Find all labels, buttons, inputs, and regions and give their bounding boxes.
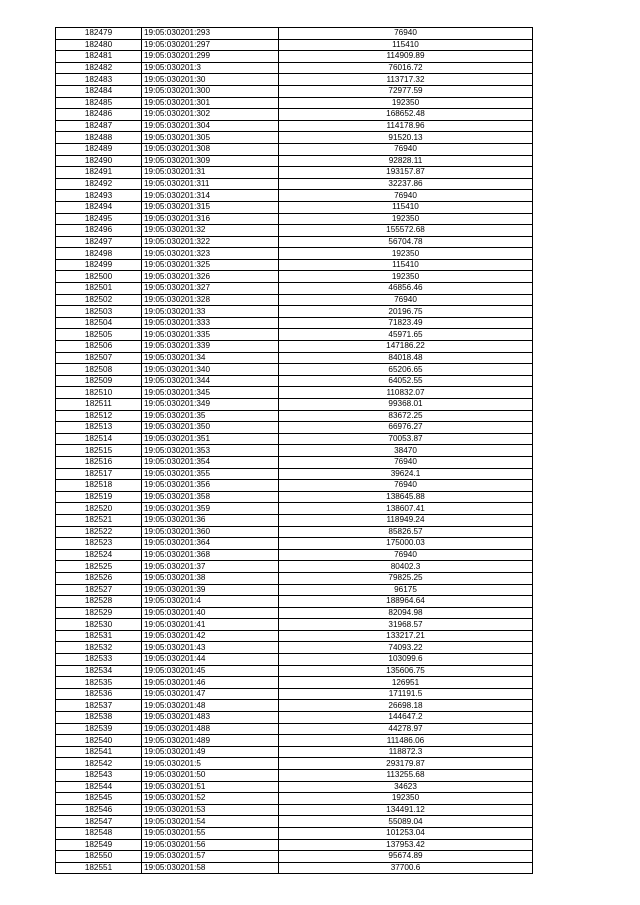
row-id-cell: 182491 xyxy=(56,167,142,179)
table-row xyxy=(56,827,533,839)
amount-cell: 79825.25 xyxy=(279,572,533,584)
table-row xyxy=(56,712,533,724)
amount-cell: 192350 xyxy=(279,271,533,283)
cadastral-number-cell: 19:05:030201:353 xyxy=(142,445,279,457)
amount-cell: 115410 xyxy=(279,39,533,51)
row-id-cell: 182484 xyxy=(56,85,142,97)
amount-cell: 55089.04 xyxy=(279,816,533,828)
row-id-cell: 182509 xyxy=(56,375,142,387)
table-row xyxy=(56,248,533,260)
table-row xyxy=(56,607,533,619)
cadastral-number-cell: 19:05:030201:309 xyxy=(142,155,279,167)
amount-cell: 70053.87 xyxy=(279,433,533,445)
cadastral-number-cell: 19:05:030201:304 xyxy=(142,120,279,132)
cadastral-number-cell: 19:05:030201:325 xyxy=(142,259,279,271)
table-row xyxy=(56,85,533,97)
amount-cell: 168652.48 xyxy=(279,109,533,121)
amount-cell: 76940 xyxy=(279,143,533,155)
row-id-cell: 182482 xyxy=(56,62,142,74)
row-id-cell: 182518 xyxy=(56,480,142,492)
cadastral-number-cell: 19:05:030201:311 xyxy=(142,178,279,190)
data-table xyxy=(55,27,533,874)
cadastral-number-cell: 19:05:030201:364 xyxy=(142,538,279,550)
amount-cell: 46856.46 xyxy=(279,283,533,295)
amount-cell: 126951 xyxy=(279,677,533,689)
cadastral-number-cell: 19:05:030201:5 xyxy=(142,758,279,770)
table-row xyxy=(56,109,533,121)
amount-cell: 192350 xyxy=(279,793,533,805)
row-id-cell: 182544 xyxy=(56,781,142,793)
amount-cell: 56704.78 xyxy=(279,236,533,248)
row-id-cell: 182530 xyxy=(56,619,142,631)
table-row xyxy=(56,213,533,225)
table-row xyxy=(56,225,533,237)
amount-cell: 91520.13 xyxy=(279,132,533,144)
row-id-cell: 182499 xyxy=(56,259,142,271)
amount-cell: 147186.22 xyxy=(279,341,533,353)
amount-cell: 192350 xyxy=(279,248,533,260)
cadastral-number-cell: 19:05:030201:316 xyxy=(142,213,279,225)
table-row xyxy=(56,283,533,295)
row-id-cell: 182543 xyxy=(56,770,142,782)
row-id-cell: 182551 xyxy=(56,862,142,874)
table-row xyxy=(56,364,533,376)
amount-cell: 82094.98 xyxy=(279,607,533,619)
amount-cell: 76940 xyxy=(279,480,533,492)
cadastral-number-cell: 19:05:030201:488 xyxy=(142,723,279,735)
row-id-cell: 182504 xyxy=(56,317,142,329)
row-id-cell: 182481 xyxy=(56,51,142,63)
cadastral-number-cell: 19:05:030201:42 xyxy=(142,630,279,642)
amount-cell: 193157.87 xyxy=(279,167,533,179)
table-row xyxy=(56,143,533,155)
table-row xyxy=(56,97,533,109)
amount-cell: 80402.3 xyxy=(279,561,533,573)
amount-cell: 192350 xyxy=(279,97,533,109)
cadastral-number-cell: 19:05:030201:308 xyxy=(142,143,279,155)
cadastral-number-cell: 19:05:030201:335 xyxy=(142,329,279,341)
row-id-cell: 182483 xyxy=(56,74,142,86)
row-id-cell: 182497 xyxy=(56,236,142,248)
amount-cell: 44278.97 xyxy=(279,723,533,735)
cadastral-number-cell: 19:05:030201:344 xyxy=(142,375,279,387)
table-row xyxy=(56,793,533,805)
row-id-cell: 182501 xyxy=(56,283,142,295)
cadastral-number-cell: 19:05:030201:54 xyxy=(142,816,279,828)
amount-cell: 74093.22 xyxy=(279,642,533,654)
table-row xyxy=(56,456,533,468)
cadastral-number-cell: 19:05:030201:345 xyxy=(142,387,279,399)
row-id-cell: 182540 xyxy=(56,735,142,747)
cadastral-number-cell: 19:05:030201:49 xyxy=(142,746,279,758)
cadastral-number-cell: 19:05:030201:300 xyxy=(142,85,279,97)
amount-cell: 103099.6 xyxy=(279,654,533,666)
cadastral-number-cell: 19:05:030201:43 xyxy=(142,642,279,654)
row-id-cell: 182531 xyxy=(56,630,142,642)
amount-cell: 85826.57 xyxy=(279,526,533,538)
table-row xyxy=(56,317,533,329)
cadastral-number-cell: 19:05:030201:302 xyxy=(142,109,279,121)
row-id-cell: 182527 xyxy=(56,584,142,596)
amount-cell: 37700.6 xyxy=(279,862,533,874)
cadastral-number-cell: 19:05:030201:301 xyxy=(142,97,279,109)
amount-cell: 34623 xyxy=(279,781,533,793)
row-id-cell: 182529 xyxy=(56,607,142,619)
cadastral-number-cell: 19:05:030201:40 xyxy=(142,607,279,619)
row-id-cell: 182525 xyxy=(56,561,142,573)
cadastral-number-cell: 19:05:030201:368 xyxy=(142,549,279,561)
row-id-cell: 182534 xyxy=(56,665,142,677)
row-id-cell: 182541 xyxy=(56,746,142,758)
cadastral-number-cell: 19:05:030201:33 xyxy=(142,306,279,318)
row-id-cell: 182547 xyxy=(56,816,142,828)
cadastral-number-cell: 19:05:030201:349 xyxy=(142,399,279,411)
amount-cell: 192350 xyxy=(279,213,533,225)
row-id-cell: 182539 xyxy=(56,723,142,735)
table-row xyxy=(56,654,533,666)
amount-cell: 96175 xyxy=(279,584,533,596)
table-row xyxy=(56,294,533,306)
cadastral-number-cell: 19:05:030201:56 xyxy=(142,839,279,851)
amount-cell: 65206.65 xyxy=(279,364,533,376)
table-row xyxy=(56,120,533,132)
cadastral-number-cell: 19:05:030201:51 xyxy=(142,781,279,793)
cadastral-number-cell: 19:05:030201:356 xyxy=(142,480,279,492)
amount-cell: 293179.87 xyxy=(279,758,533,770)
amount-cell: 114909.89 xyxy=(279,51,533,63)
cadastral-number-cell: 19:05:030201:322 xyxy=(142,236,279,248)
row-id-cell: 182500 xyxy=(56,271,142,283)
row-id-cell: 182536 xyxy=(56,688,142,700)
cadastral-number-cell: 19:05:030201:314 xyxy=(142,190,279,202)
cadastral-number-cell: 19:05:030201:58 xyxy=(142,862,279,874)
cadastral-number-cell: 19:05:030201:305 xyxy=(142,132,279,144)
table-row xyxy=(56,155,533,167)
amount-cell: 26698.18 xyxy=(279,700,533,712)
table-row xyxy=(56,178,533,190)
cadastral-number-cell: 19:05:030201:355 xyxy=(142,468,279,480)
table-row xyxy=(56,480,533,492)
cadastral-number-cell: 19:05:030201:4 xyxy=(142,596,279,608)
table-row xyxy=(56,422,533,434)
table-row xyxy=(56,375,533,387)
table-row xyxy=(56,677,533,689)
row-id-cell: 182537 xyxy=(56,700,142,712)
table-row xyxy=(56,329,533,341)
row-id-cell: 182479 xyxy=(56,28,142,40)
row-id-cell: 182506 xyxy=(56,341,142,353)
table-row xyxy=(56,433,533,445)
row-id-cell: 182487 xyxy=(56,120,142,132)
row-id-cell: 182493 xyxy=(56,190,142,202)
amount-cell: 76940 xyxy=(279,190,533,202)
table-row xyxy=(56,410,533,422)
cadastral-number-cell: 19:05:030201:315 xyxy=(142,201,279,213)
row-id-cell: 182515 xyxy=(56,445,142,457)
table-row xyxy=(56,352,533,364)
cadastral-number-cell: 19:05:030201:53 xyxy=(142,804,279,816)
amount-cell: 135606.75 xyxy=(279,665,533,677)
row-id-cell: 182549 xyxy=(56,839,142,851)
cadastral-number-cell: 19:05:030201:333 xyxy=(142,317,279,329)
amount-cell: 76016.72 xyxy=(279,62,533,74)
cadastral-number-cell: 19:05:030201:30 xyxy=(142,74,279,86)
table-row xyxy=(56,399,533,411)
cadastral-number-cell: 19:05:030201:360 xyxy=(142,526,279,538)
cadastral-number-cell: 19:05:030201:299 xyxy=(142,51,279,63)
row-id-cell: 182520 xyxy=(56,503,142,515)
cadastral-number-cell: 19:05:030201:31 xyxy=(142,167,279,179)
row-id-cell: 182542 xyxy=(56,758,142,770)
table-row xyxy=(56,445,533,457)
row-id-cell: 182495 xyxy=(56,213,142,225)
amount-cell: 71823.49 xyxy=(279,317,533,329)
table-row xyxy=(56,167,533,179)
table-row xyxy=(56,201,533,213)
row-id-cell: 182507 xyxy=(56,352,142,364)
cadastral-number-cell: 19:05:030201:326 xyxy=(142,271,279,283)
amount-cell: 83672.25 xyxy=(279,410,533,422)
row-id-cell: 182548 xyxy=(56,827,142,839)
table-row xyxy=(56,584,533,596)
cadastral-number-cell: 19:05:030201:48 xyxy=(142,700,279,712)
table-row xyxy=(56,781,533,793)
row-id-cell: 182488 xyxy=(56,132,142,144)
cadastral-number-cell: 19:05:030201:354 xyxy=(142,456,279,468)
row-id-cell: 182490 xyxy=(56,155,142,167)
table-row xyxy=(56,839,533,851)
amount-cell: 111486.06 xyxy=(279,735,533,747)
amount-cell: 113255.68 xyxy=(279,770,533,782)
row-id-cell: 182514 xyxy=(56,433,142,445)
table-row xyxy=(56,62,533,74)
table-row xyxy=(56,642,533,654)
cadastral-number-cell: 19:05:030201:359 xyxy=(142,503,279,515)
cadastral-number-cell: 19:05:030201:350 xyxy=(142,422,279,434)
row-id-cell: 182522 xyxy=(56,526,142,538)
row-id-cell: 182498 xyxy=(56,248,142,260)
row-id-cell: 182503 xyxy=(56,306,142,318)
row-id-cell: 182516 xyxy=(56,456,142,468)
cadastral-number-cell: 19:05:030201:50 xyxy=(142,770,279,782)
amount-cell: 92828.11 xyxy=(279,155,533,167)
amount-cell: 101253.04 xyxy=(279,827,533,839)
table-row xyxy=(56,503,533,515)
amount-cell: 175000.03 xyxy=(279,538,533,550)
cadastral-number-cell: 19:05:030201:297 xyxy=(142,39,279,51)
amount-cell: 64052.55 xyxy=(279,375,533,387)
amount-cell: 188964.64 xyxy=(279,596,533,608)
cadastral-number-cell: 19:05:030201:37 xyxy=(142,561,279,573)
table-row xyxy=(56,630,533,642)
amount-cell: 144647.2 xyxy=(279,712,533,724)
row-id-cell: 182532 xyxy=(56,642,142,654)
amount-cell: 39624.1 xyxy=(279,468,533,480)
amount-cell: 115410 xyxy=(279,201,533,213)
row-id-cell: 182494 xyxy=(56,201,142,213)
amount-cell: 113717.32 xyxy=(279,74,533,86)
amount-cell: 45971.65 xyxy=(279,329,533,341)
amount-cell: 138607.41 xyxy=(279,503,533,515)
amount-cell: 20196.75 xyxy=(279,306,533,318)
row-id-cell: 182492 xyxy=(56,178,142,190)
amount-cell: 32237.86 xyxy=(279,178,533,190)
table-row xyxy=(56,549,533,561)
table-row xyxy=(56,851,533,863)
table-row xyxy=(56,387,533,399)
table-row xyxy=(56,596,533,608)
cadastral-number-cell: 19:05:030201:36 xyxy=(142,514,279,526)
amount-cell: 155572.68 xyxy=(279,225,533,237)
row-id-cell: 182550 xyxy=(56,851,142,863)
cadastral-number-cell: 19:05:030201:293 xyxy=(142,28,279,40)
row-id-cell: 182508 xyxy=(56,364,142,376)
amount-cell: 115410 xyxy=(279,259,533,271)
amount-cell: 76940 xyxy=(279,549,533,561)
table-row xyxy=(56,816,533,828)
table-row xyxy=(56,51,533,63)
row-id-cell: 182545 xyxy=(56,793,142,805)
table-row xyxy=(56,723,533,735)
amount-cell: 171191.5 xyxy=(279,688,533,700)
table-row xyxy=(56,306,533,318)
table-row xyxy=(56,561,533,573)
row-id-cell: 182510 xyxy=(56,387,142,399)
table-row xyxy=(56,538,533,550)
amount-cell: 76940 xyxy=(279,294,533,306)
row-id-cell: 182513 xyxy=(56,422,142,434)
row-id-cell: 182526 xyxy=(56,572,142,584)
table-row xyxy=(56,770,533,782)
cadastral-number-cell: 19:05:030201:32 xyxy=(142,225,279,237)
table-row xyxy=(56,468,533,480)
cadastral-number-cell: 19:05:030201:44 xyxy=(142,654,279,666)
amount-cell: 114178.96 xyxy=(279,120,533,132)
cadastral-number-cell: 19:05:030201:323 xyxy=(142,248,279,260)
table-row xyxy=(56,28,533,40)
amount-cell: 133217.21 xyxy=(279,630,533,642)
cadastral-number-cell: 19:05:030201:339 xyxy=(142,341,279,353)
row-id-cell: 182535 xyxy=(56,677,142,689)
amount-cell: 76940 xyxy=(279,456,533,468)
table-row xyxy=(56,572,533,584)
row-id-cell: 182486 xyxy=(56,109,142,121)
cadastral-number-cell: 19:05:030201:38 xyxy=(142,572,279,584)
table-row xyxy=(56,514,533,526)
cadastral-number-cell: 19:05:030201:52 xyxy=(142,793,279,805)
row-id-cell: 182533 xyxy=(56,654,142,666)
amount-cell: 72977.59 xyxy=(279,85,533,97)
row-id-cell: 182480 xyxy=(56,39,142,51)
table-row xyxy=(56,526,533,538)
amount-cell: 84018.48 xyxy=(279,352,533,364)
amount-cell: 138645.88 xyxy=(279,491,533,503)
table-row xyxy=(56,259,533,271)
table-row xyxy=(56,758,533,770)
table-row xyxy=(56,735,533,747)
row-id-cell: 182502 xyxy=(56,294,142,306)
table-row xyxy=(56,688,533,700)
table-row xyxy=(56,190,533,202)
row-id-cell: 182523 xyxy=(56,538,142,550)
amount-cell: 31968.57 xyxy=(279,619,533,631)
cadastral-number-cell: 19:05:030201:47 xyxy=(142,688,279,700)
row-id-cell: 182496 xyxy=(56,225,142,237)
cadastral-number-cell: 19:05:030201:41 xyxy=(142,619,279,631)
row-id-cell: 182511 xyxy=(56,399,142,411)
cadastral-number-cell: 19:05:030201:489 xyxy=(142,735,279,747)
cadastral-number-cell: 19:05:030201:34 xyxy=(142,352,279,364)
amount-cell: 137953.42 xyxy=(279,839,533,851)
amount-cell: 38470 xyxy=(279,445,533,457)
amount-cell: 118949.24 xyxy=(279,514,533,526)
row-id-cell: 182519 xyxy=(56,491,142,503)
amount-cell: 95674.89 xyxy=(279,851,533,863)
row-id-cell: 182505 xyxy=(56,329,142,341)
amount-cell: 110832.07 xyxy=(279,387,533,399)
cadastral-number-cell: 19:05:030201:57 xyxy=(142,851,279,863)
cadastral-number-cell: 19:05:030201:327 xyxy=(142,283,279,295)
row-id-cell: 182528 xyxy=(56,596,142,608)
cadastral-number-cell: 19:05:030201:45 xyxy=(142,665,279,677)
cadastral-number-cell: 19:05:030201:483 xyxy=(142,712,279,724)
table-row xyxy=(56,746,533,758)
amount-cell: 134491.12 xyxy=(279,804,533,816)
cadastral-number-cell: 19:05:030201:35 xyxy=(142,410,279,422)
cadastral-number-cell: 19:05:030201:39 xyxy=(142,584,279,596)
row-id-cell: 182524 xyxy=(56,549,142,561)
amount-cell: 76940 xyxy=(279,28,533,40)
table-row xyxy=(56,619,533,631)
cadastral-number-cell: 19:05:030201:340 xyxy=(142,364,279,376)
cadastral-number-cell: 19:05:030201:328 xyxy=(142,294,279,306)
amount-cell: 118872.3 xyxy=(279,746,533,758)
row-id-cell: 182521 xyxy=(56,514,142,526)
cadastral-number-cell: 19:05:030201:351 xyxy=(142,433,279,445)
amount-cell: 66976.27 xyxy=(279,422,533,434)
table-row xyxy=(56,39,533,51)
table-row xyxy=(56,132,533,144)
cadastral-number-cell: 19:05:030201:358 xyxy=(142,491,279,503)
table-row xyxy=(56,341,533,353)
table-row xyxy=(56,665,533,677)
table-row xyxy=(56,236,533,248)
table-body xyxy=(56,28,533,874)
row-id-cell: 182517 xyxy=(56,468,142,480)
cadastral-number-cell: 19:05:030201:46 xyxy=(142,677,279,689)
row-id-cell: 182489 xyxy=(56,143,142,155)
cadastral-number-cell: 19:05:030201:55 xyxy=(142,827,279,839)
row-id-cell: 182512 xyxy=(56,410,142,422)
table-row xyxy=(56,271,533,283)
table-row xyxy=(56,804,533,816)
row-id-cell: 182538 xyxy=(56,712,142,724)
cadastral-number-cell: 19:05:030201:3 xyxy=(142,62,279,74)
row-id-cell: 182546 xyxy=(56,804,142,816)
table-row xyxy=(56,491,533,503)
table-row xyxy=(56,862,533,874)
amount-cell: 99368.01 xyxy=(279,399,533,411)
table-row xyxy=(56,74,533,86)
row-id-cell: 182485 xyxy=(56,97,142,109)
table-row xyxy=(56,700,533,712)
